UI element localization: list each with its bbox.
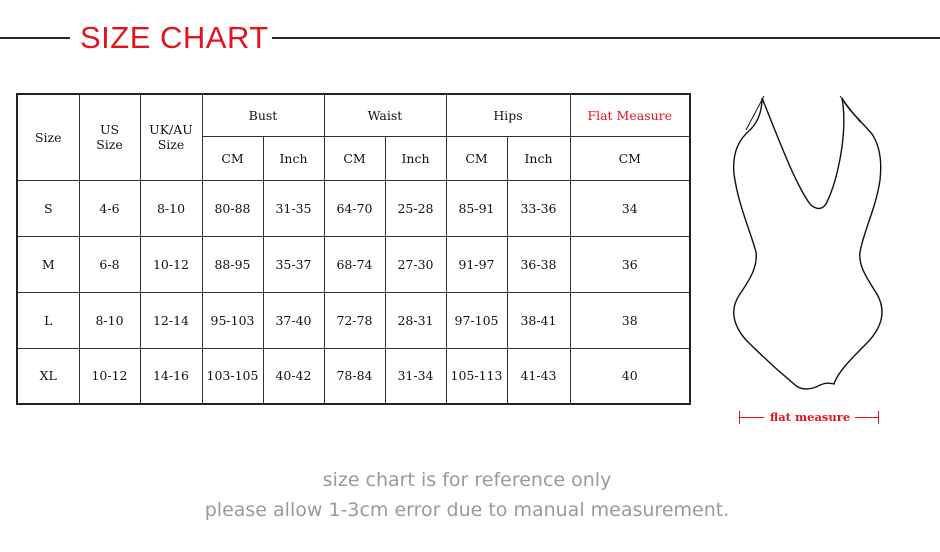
table-row — [17, 180, 690, 236]
cell-flat-cm: 36 — [570, 236, 690, 292]
unit-waist-cm: CM — [324, 136, 385, 180]
cell-hips-cm: 97-105 — [446, 292, 507, 348]
header-bust: Bust — [202, 94, 324, 136]
title-rule-left — [0, 37, 70, 39]
swimsuit-neckline — [762, 98, 844, 209]
note-measurement-error: please allow 1-3cm error due to manual measurement. — [204, 499, 730, 521]
unit-flat-cm: CM — [570, 136, 690, 180]
cell-bust-inch: 37-40 — [263, 292, 324, 348]
size-chart-table — [16, 93, 691, 405]
cell-uk: 14-16 — [140, 348, 202, 404]
flat-measure-indicator — [738, 408, 880, 426]
cell-bust-inch: 40-42 — [263, 348, 324, 404]
cell-bust-cm: 95-103 — [202, 292, 263, 348]
unit-bust-inch: Inch — [263, 136, 324, 180]
cell-uk: 8-10 — [140, 180, 202, 236]
cell-size: L — [17, 292, 79, 348]
title-bar — [0, 0, 940, 78]
page-title: SIZE CHART — [80, 20, 269, 55]
cell-flat-cm: 34 — [570, 180, 690, 236]
unit-waist-inch: Inch — [385, 136, 446, 180]
cell-waist-cm: 72-78 — [324, 292, 385, 348]
cell-bust-cm: 88-95 — [202, 236, 263, 292]
unit-hips-cm: CM — [446, 136, 507, 180]
cell-size: S — [17, 180, 79, 236]
cell-waist-inch: 28-31 — [385, 292, 446, 348]
cell-bust-cm: 103-105 — [202, 348, 263, 404]
cell-flat-cm: 40 — [570, 348, 690, 404]
header-us-size: US Size — [79, 94, 140, 180]
swimsuit-body-outline — [734, 98, 882, 389]
cell-size: XL — [17, 348, 79, 404]
cell-us: 6-8 — [79, 236, 140, 292]
header-size: Size — [17, 94, 79, 180]
header-uk-au-size: UK/AU Size — [140, 94, 202, 180]
cell-uk: 10-12 — [140, 236, 202, 292]
flat-measure-cap-right — [878, 411, 879, 424]
flat-measure-line-right — [855, 417, 879, 418]
unit-bust-cm: CM — [202, 136, 263, 180]
cell-bust-inch: 31-35 — [263, 180, 324, 236]
cell-us: 4-6 — [79, 180, 140, 236]
cell-waist-cm: 68-74 — [324, 236, 385, 292]
cell-uk: 12-14 — [140, 292, 202, 348]
cell-hips-cm: 105-113 — [446, 348, 507, 404]
swimsuit-outline-icon — [720, 92, 910, 402]
cell-flat-cm: 38 — [570, 292, 690, 348]
cell-bust-cm: 80-88 — [202, 180, 263, 236]
table-row — [17, 236, 690, 292]
cell-hips-inch: 33-36 — [507, 180, 570, 236]
cell-hips-inch: 38-41 — [507, 292, 570, 348]
table-row — [17, 348, 690, 404]
cell-us: 10-12 — [79, 348, 140, 404]
cell-hips-cm: 85-91 — [446, 180, 507, 236]
unit-hips-inch: Inch — [507, 136, 570, 180]
title-rule-right — [272, 37, 940, 39]
cell-hips-inch: 41-43 — [507, 348, 570, 404]
cell-hips-inch: 36-38 — [507, 236, 570, 292]
cell-waist-inch: 27-30 — [385, 236, 446, 292]
cell-hips-cm: 91-97 — [446, 236, 507, 292]
cell-bust-inch: 35-37 — [263, 236, 324, 292]
cell-waist-inch: 25-28 — [385, 180, 446, 236]
flat-measure-line-left — [740, 417, 764, 418]
cell-size: M — [17, 236, 79, 292]
note-reference-only: size chart is for reference only — [322, 469, 612, 491]
header-flat-measure: Flat Measure — [570, 94, 690, 136]
cell-waist-cm: 78-84 — [324, 348, 385, 404]
flat-measure-label: flat measure — [769, 410, 851, 424]
cell-waist-cm: 64-70 — [324, 180, 385, 236]
table-header-row — [17, 94, 690, 136]
header-waist: Waist — [324, 94, 446, 136]
table-row — [17, 292, 690, 348]
cell-us: 8-10 — [79, 292, 140, 348]
cell-waist-inch: 31-34 — [385, 348, 446, 404]
header-hips: Hips — [446, 94, 570, 136]
